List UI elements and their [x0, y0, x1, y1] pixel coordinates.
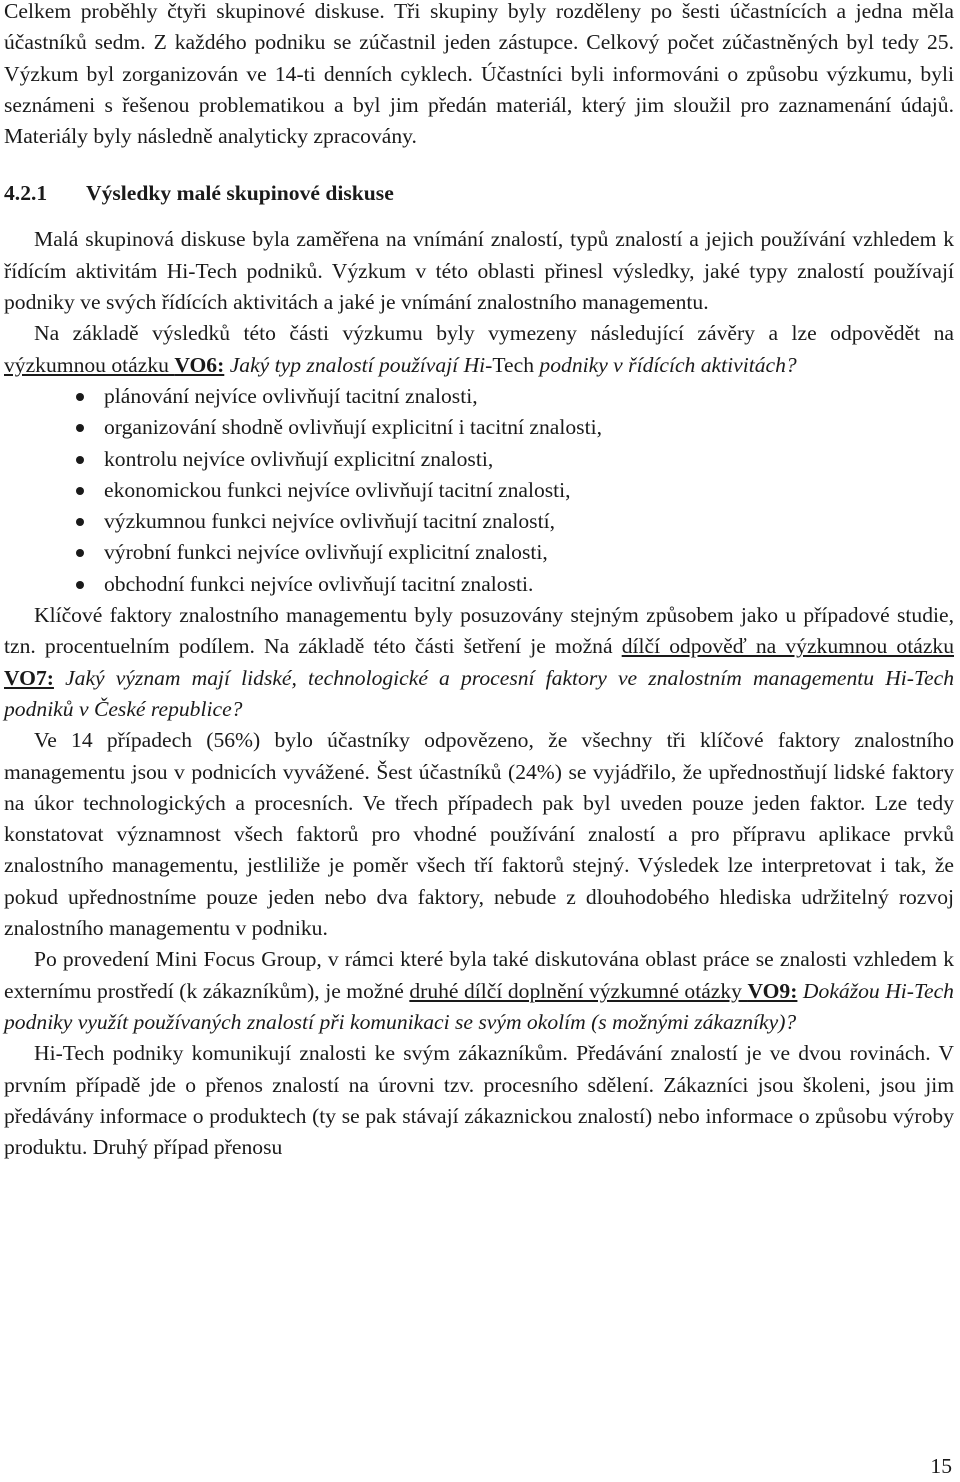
bullet-icon	[76, 549, 84, 557]
research-question: Dokážou Hi-Tech podniky využít používaných znalostí při komunikaci se svým okolím (s možnými zákazníky)?	[4, 978, 954, 1034]
document-page	[4, 0, 954, 1163]
page-number: 15	[930, 1454, 952, 1478]
paragraph-1: Malá skupinová diskuse byla zaměřena na vnímání znalostí, typů znalostí a jejich používání vzhledem k řídícím aktivitám Hi-Tech podniků. Výzkum v této oblasti přinesl výsledky, jaké typy znalostí používají podniky ve svých řídících aktivitách a jaké je vnímání znalostního managementu.	[4, 227, 954, 315]
research-question-link: dílčí odpověď na výzkumnou otázku	[621, 634, 954, 659]
research-question-code: VO9:	[747, 978, 798, 1003]
research-question-part-1: Jaký typ znalostí používají Hi-	[229, 352, 493, 377]
bullet-icon	[76, 393, 84, 401]
research-question-part-3: podniky v řídících aktivitách?	[534, 352, 797, 377]
paragraph-3-text: Klíčové faktory znalostního managementu byly posuzovány stejným způsobem jako u případové studie, tzn. procentuelním podílem. Na základě této části šetření je možná	[4, 603, 954, 659]
bullet-icon	[76, 456, 84, 464]
research-question-code: VO7:	[4, 665, 54, 690]
research-question-code: VO6:	[174, 352, 225, 377]
paragraph-5-text: Po provedení Mini Focus Group, v rámci které byla také diskutována oblast práce se znalosti vzhledem k externímu prostředí (k zákazníkům), je možné	[4, 947, 954, 1003]
bullet-icon	[76, 424, 84, 432]
list-item: výrobní funkci nejvíce ovlivňují explicitní znalosti,	[4, 537, 954, 568]
list-item: kontrolu nejvíce ovlivňují explicitní znalosti,	[4, 444, 954, 475]
list-item: výzkumnou funkci nejvíce ovlivňují tacitní znalostí,	[4, 506, 954, 537]
list-item: ekonomickou funkci nejvíce ovlivňují tacitní znalosti,	[4, 475, 954, 506]
list-item: organizování shodně ovlivňují explicitní i tacitní znalosti,	[4, 412, 954, 443]
bullet-icon	[76, 487, 84, 495]
paragraph-5	[4, 944, 954, 1038]
section-number: 4.2.1	[4, 181, 48, 206]
conclusions-list	[4, 381, 954, 600]
section-title: Výsledky malé skupinové diskuse	[86, 181, 394, 206]
research-question-part-2: Tech	[492, 352, 535, 377]
paragraph-4: Ve 14 případech (56%) bylo účastníky odpovězeno, že všechny tři klíčové faktory znalostního managementu jsou v podnicích vyvážené. Šest účastníků (24%) se vyjádřilo, že upřednostňují lidské faktory na úkor technologických a procesních. Ve třech případech pak byl uveden pouze jeden faktor. Lze tedy konstatovat významnost všech faktorů pro vhodné používání znalostí a pro přípravu aplikace prvků znalostního managementu, jestliliže je poměr všech tří faktorů stejný. Výsledek lze interpretovat i tak, že pokud upřednostníme pouze jeden nebo dva faktory, nebude z dlouhodobého hlediska udržitelný rozvoj znalostního managementu v podniku.	[4, 728, 954, 941]
paragraph-2	[4, 318, 954, 381]
paragraph-6: Hi-Tech podniky komunikují znalosti ke svým zákazníkům. Předávání znalostí je ve dvou rovinách. V prvním případě jde o přenos znalostí na úrovni tzv. procesního sdělení. Zákazníci jsou školeni, jsou jim předávány informace o produktech (ty se pak stávají zákaznickou znalostí) nebo informace o způsobu výroby produktu. Druhý případ přenosu	[4, 1041, 954, 1160]
paragraph-3	[4, 600, 954, 725]
list-item: obchodní funkci nejvíce ovlivňují tacitní znalosti.	[4, 569, 954, 600]
list-item: plánování nejvíce ovlivňují tacitní znalosti,	[4, 381, 954, 412]
section-heading	[4, 178, 954, 208]
research-question-link: druhé dílčí doplnění výzkumné otázky	[409, 978, 748, 1003]
research-question: Jaký význam mají lidské, technologické a procesní faktory ve znalostním managementu Hi-Tech podniků v České republice?	[4, 665, 954, 721]
intro-paragraph: Celkem proběhly čtyři skupinové diskuse. Tři skupiny byly rozděleny po šesti účastnících a jedna měla účastníků sedm. Z každého podniku se zúčastnil jeden zástupce. Celkový počet zúčastněných byl tedy 25. Výzkum byl zorganizován ve 14-ti denních cyklech. Účastníci byli informováni o způsobu výzkumu, byli seznámeni s řešenou problematikou a byl jim předán materiál, který jim sloužil pro zaznamenání údajů. Materiály byly následně analyticky zpracovány.	[4, 0, 954, 149]
research-question-link: výzkumnou otázku	[4, 352, 175, 377]
bullet-icon	[76, 581, 84, 589]
paragraph-2-text: Na základě výsledků této části výzkumu byly vymezeny následující závěry a lze odpovědět na	[34, 321, 954, 346]
bullet-icon	[76, 518, 84, 526]
